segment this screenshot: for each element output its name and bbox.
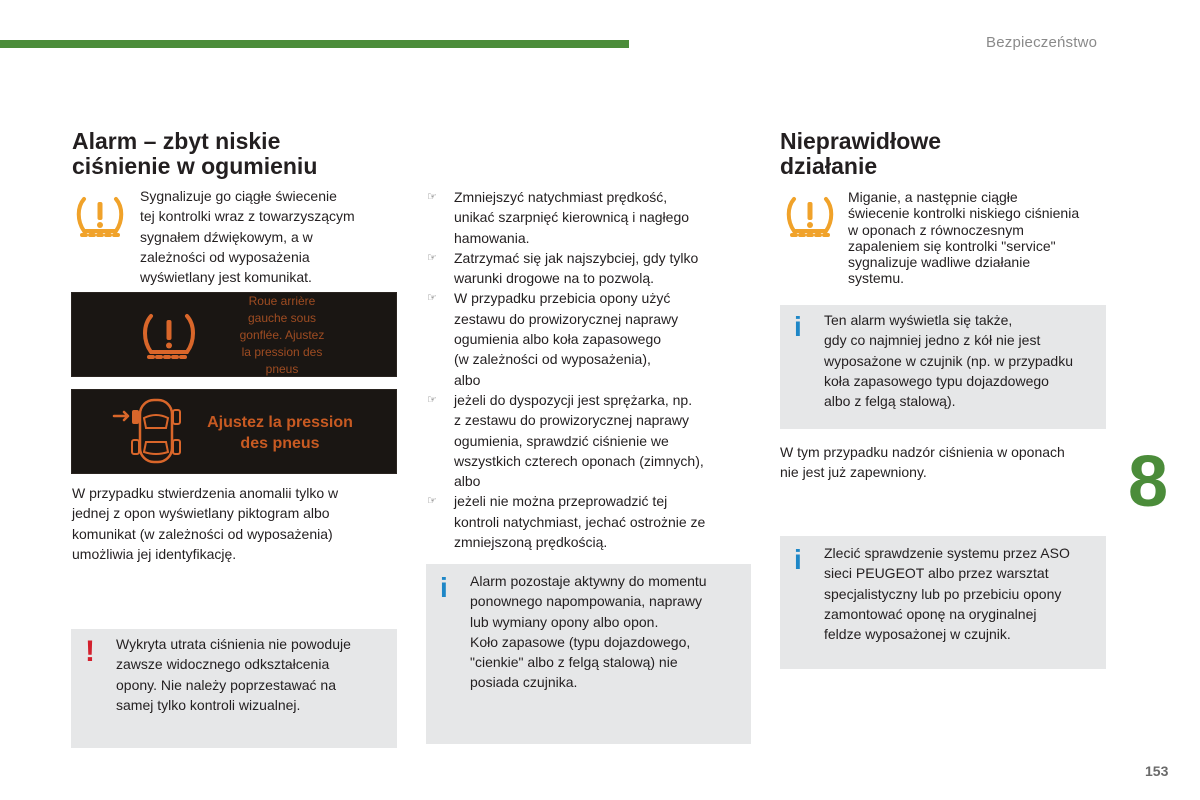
info-box-right-2-text: Zlecić sprawdzenie systemu przez ASO sieci PEUGEOT albo przez warsztat specjalistyczny lub po przebiciu opony zamontować oponę na oryginalnej feldze wyposażonej w czujnik.	[824, 545, 1070, 643]
right-middle-text: W tym przypadku nadzór ciśnienia w oponach nie jest już zapewniony.	[780, 444, 1065, 481]
left-intro: Sygnalizuje go ciągłe świecenie tej kontrolki wraz z towarzyszącym sygnałem dźwiękowym, a w zależności od wyposażenia wyświetlany jest komunikat.	[140, 188, 355, 286]
info-box-middle-text: Alarm pozostaje aktywny do momentu ponownego napompowania, naprawy lub wymiany opony albo opon. Koło zapasowe (typu dojazdowego, "cienkie" albo z felgą stalową) nie posiada czujnika.	[470, 573, 707, 691]
warning-box-text: Wykryta utrata ciśnienia nie powoduje zawsze widocznego odkształcenia opony. Nie należy poprzestawać na samej tylko kontroli wizualnej.	[116, 636, 351, 713]
info-icon: i	[440, 572, 448, 603]
chapter-number: 8	[1128, 442, 1169, 522]
display-1-message: Roue arrière gauche sous gonflée. Ajustez la pression des pneus	[239, 294, 325, 376]
list-item: ☞ jeżeli nie można przeprowadzić tej kontroli natychmiast, jechać ostrożnie ze zmniejszoną prędkością.	[427, 491, 747, 552]
info-box-right-1-text: Ten alarm wyświetla się także, gdy co najmniej jedno z kół nie jest wyposażone w czujnik (np. w przypadku koła zapasowego typu dojazdowego albo z felgą stalową).	[824, 312, 1074, 410]
display-2-message: Ajustez la pression des pneus	[207, 414, 353, 452]
info-box-right-2	[780, 536, 1106, 669]
info-box-right-1	[780, 305, 1106, 429]
list-item: ☞ W przypadku przebicia opony użyć zestawu do prowizorycznej naprawy ogumienia albo koła zapasowego (w zależności od wyposażenia), albo	[427, 288, 747, 389]
instrument-display-1	[71, 292, 397, 377]
section-label: Bezpieczeństwo	[986, 34, 1098, 51]
page-number: 153	[1145, 763, 1169, 779]
info-icon: i	[794, 544, 802, 575]
instructions-list	[427, 187, 747, 552]
tire-pressure-warning-icon	[74, 193, 126, 241]
car-top-view-icon	[110, 396, 200, 468]
instrument-display-2	[71, 389, 397, 474]
header-green-rule	[0, 40, 629, 48]
right-title: Nieprawidłowe działanie	[780, 128, 942, 179]
list-item: ☞ Zatrzymać się jak najszybciej, gdy tylko warunki drogowe na to pozwolą.	[427, 248, 747, 289]
list-item: ☞ jeżeli do dyspozycji jest sprężarka, np. z zestawu do prowizorycznej naprawy ogumienia, sprawdzić ciśnienie we wszystkich czterech oponach (zimnych), albo	[427, 390, 747, 491]
info-icon: i	[794, 311, 802, 342]
warning-exclamation-icon: !	[85, 635, 95, 668]
right-intro: Miganie, a następnie ciągłe świecenie kontrolki niskiego ciśnienia w oponach z równoczesnym zapaleniem się kontrolki "service" sygnalizuje wadliwe działanie systemu.	[848, 189, 1080, 287]
left-title: Alarm – zbyt niskie ciśnienie w ogumieniu	[72, 128, 318, 179]
list-item: ☞ Zmniejszyć natychmiast prędkość, unikać szarpnięć kierownicą i nagłego hamowania.	[427, 187, 747, 248]
display-tire-warning-icon	[140, 310, 198, 362]
tire-pressure-malfunction-icon	[784, 193, 836, 241]
warning-box	[71, 629, 397, 748]
info-box-middle	[426, 564, 751, 744]
left-anomaly-text: W przypadku stwierdzenia anomalii tylko w jednej z opon wyświetlany piktogram albo komunikat (w zależności od wyposażenia) umożliwia jej identyfikację.	[72, 485, 339, 562]
